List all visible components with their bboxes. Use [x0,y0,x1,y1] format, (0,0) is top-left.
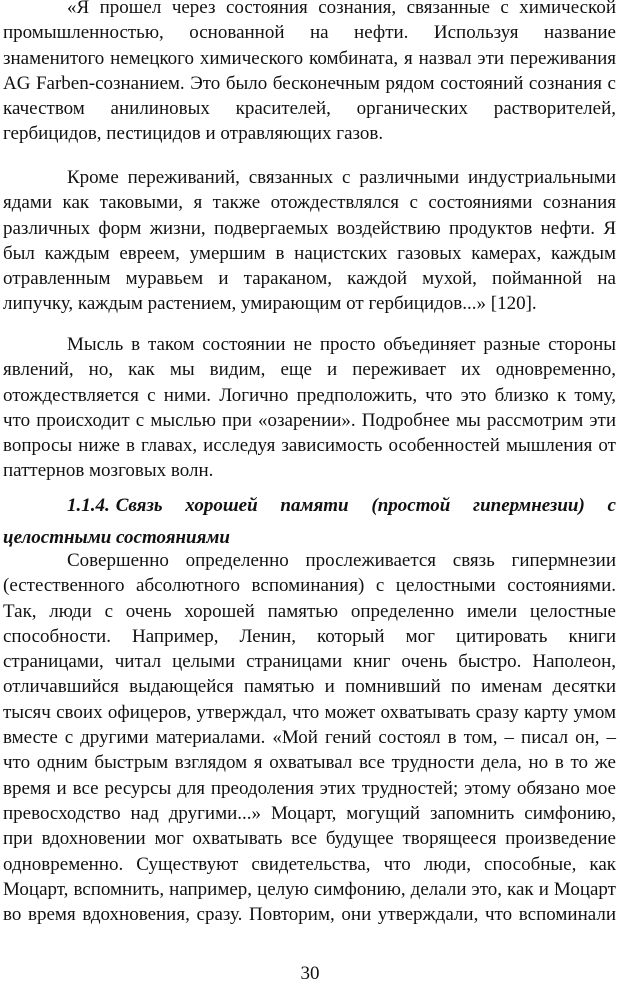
section-title: Связь хорошей памяти (простой гипермнезии) с целостными состояниями [3,495,616,548]
paragraph-thought-in-state: Мысль в таком состоянии не просто объединяет разные стороны явлений, но, как мы видим, еще и переживает их одновременно, отождествляется с ними. Логично предположить, что это близко к тому, что происходит с мыслью при «озарении». Подробнее мы рассмотрим эти вопросы ниже в главах, исследуя зависимость особенностей мышления от паттернов мозговых волн. [3,334,616,482]
section-heading [3,490,616,554]
section-number: 1.1.4. [67,495,110,516]
paragraph-hypermnesia: Совершенно определенно прослеживается связь гипермнезии (естественного абсолютного вспоминания) с целостными состояниями. Так, люди с очень хорошей памятью определенно имели целостные способности. Например, Ленин, который мог цитировать книги страницами, читал целыми страницами книг очень быстро. Наполеон, отличавшийся выдающейся памятью и помнивший по именам десятки тысяч своих офицеров, утверждал, что может охватывать сразу карту умом вместе с другими материалами. «Мой гений состоял в том, – писал он, – что одним быстрым взглядом я охватывал все трудности дела, но в то же время и все ресурсы для преодоления этих трудностей; этому обязано мое превосходство над другими...» Моцарт, могущий запомнить симфонию, при вдохновении мог охватывать все будущее творящееся произведение одновременно. Существуют свидетельства, что люди, способные, как Моцарт, вспомнить, например, целую симфонию, делали это, как и Моцарт во время вдохновения, сразу. Повторим, они утверждали, что вспоминали [3,550,616,926]
paragraph-chemical-consciousness: «Я прошел через состояния сознания, связанные с химической промышленностью, основанной на нефти. Используя название знаменитого немецкого химического комбината, я назвал эти переживания AG Farben-сознанием. Это было бесконечным рядом состояний сознания с качеством анилиновых красителей, органических растворителей, гербицидов, пестицидов и отравляющих газов. [3,0,616,145]
paragraph-industrial-poisons: Кроме переживаний, связанных с различными индустриальными ядами как таковыми, я также отождествлялся с состояниями сознания различных форм жизни, подвергаемых воздействию продуктов нефти. Я был каждым евреем, умершим в нацистских газовых камерах, каждым отравленным муравьем и тараканом, каждой мухой, пойманной на липучку, каждым растением, умирающим от гербицидов...» [120]. [3,167,616,315]
page-number: 30 [300,963,320,984]
